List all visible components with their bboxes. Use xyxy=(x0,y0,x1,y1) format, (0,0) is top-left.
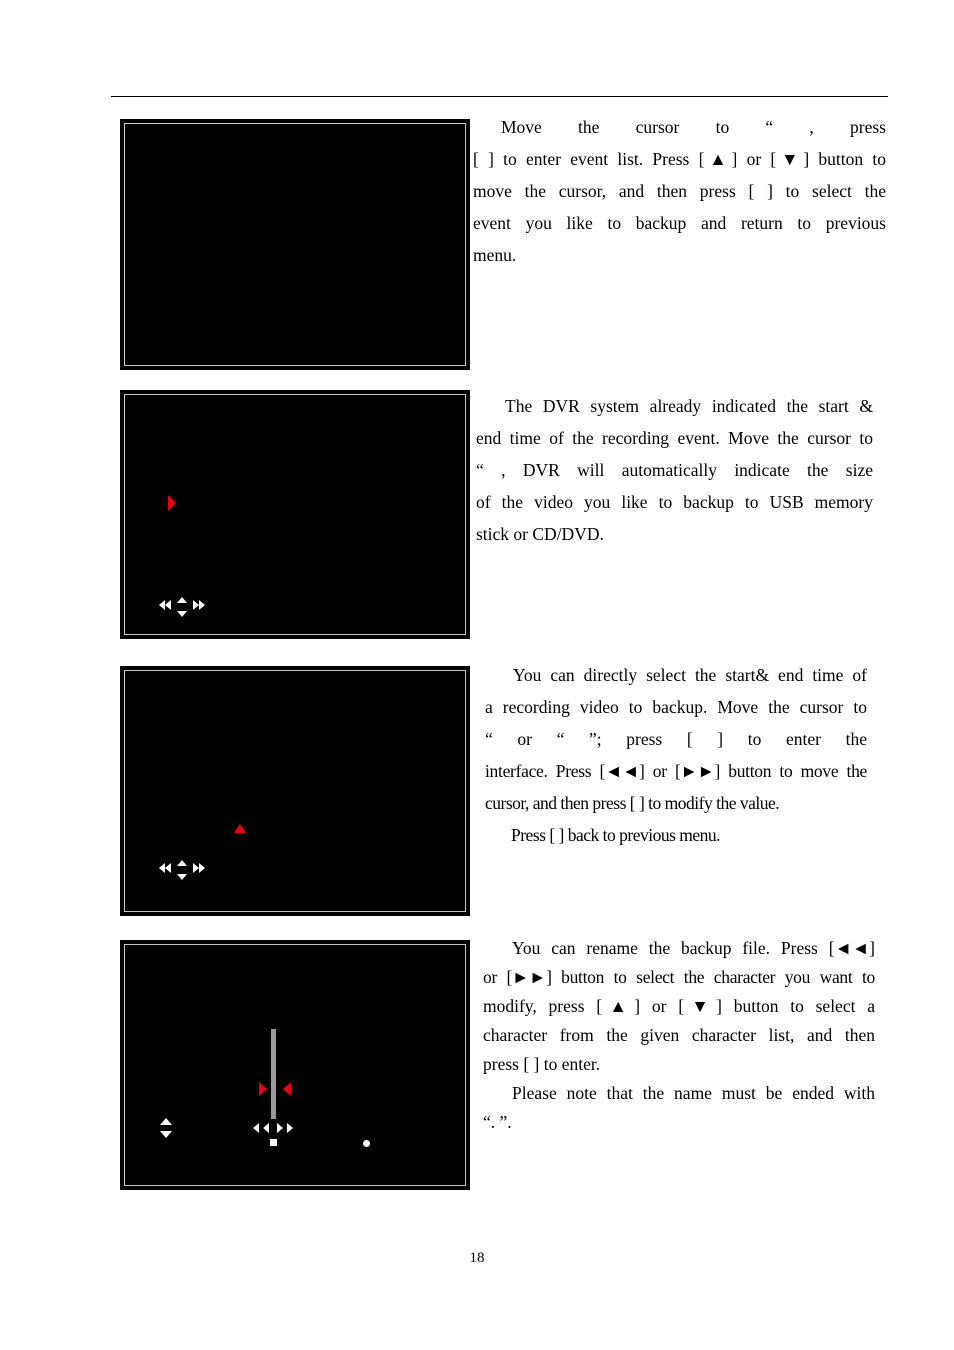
text-line: event you like to backup and return to previous xyxy=(473,213,886,233)
time-select-instructions xyxy=(485,659,867,851)
text-line: a recording video to backup. Move the cursor to xyxy=(485,697,867,717)
event-list-instructions xyxy=(473,111,886,271)
screen-frame xyxy=(124,944,466,1186)
text-line: The DVR system already indicated the start & xyxy=(505,396,873,416)
navigation-arrows-icon xyxy=(157,596,207,618)
event-list-screenshot xyxy=(121,120,469,369)
text-line: You can rename the backup file. Press [◄◄] xyxy=(512,938,875,958)
red-cursor-arrow-icon xyxy=(166,494,178,512)
text-line: press [ ] to enter. xyxy=(483,1054,601,1074)
text-line: move the cursor, and then press [ ] to select the xyxy=(473,181,886,201)
time-select-screenshot xyxy=(121,667,469,915)
record-dot-icon xyxy=(363,1140,370,1147)
character-slider-bar xyxy=(271,1029,276,1119)
text-line: Please note that the name must be ended with xyxy=(512,1083,875,1103)
text-line: “. ”. xyxy=(483,1112,512,1132)
rename-file-screenshot xyxy=(121,941,469,1189)
rename-file-instructions xyxy=(483,934,875,1137)
red-up-triangle-icon xyxy=(233,823,247,835)
text-line: You can directly select the start& end time of xyxy=(513,665,867,685)
text-line: end time of the recording event. Move the cursor to xyxy=(476,428,873,448)
red-selection-markers-icon xyxy=(257,1080,293,1098)
backup-size-instructions xyxy=(476,390,873,550)
up-down-arrows-icon xyxy=(159,1117,173,1139)
text-line: cursor, and then press [ ] to modify the value. xyxy=(485,793,780,813)
text-line: menu. xyxy=(473,245,517,265)
header-rule xyxy=(111,96,888,97)
text-line: “ or “ ”; press [ ] to enter the xyxy=(485,729,867,749)
text-line: Press [ ] back to previous menu. xyxy=(511,825,721,845)
text-line: of the video you like to backup to USB memory xyxy=(476,492,873,512)
text-line: character from the given character list, and then xyxy=(483,1025,875,1045)
stop-square-icon xyxy=(270,1139,277,1146)
page-number: 18 xyxy=(469,1250,485,1266)
backup-size-screenshot xyxy=(121,391,469,638)
text-line: stick or CD/DVD. xyxy=(476,524,604,544)
screen-frame xyxy=(124,123,466,366)
text-line: modify, press [▲] or [▼] button to select a xyxy=(483,996,875,1016)
text-line: “ , DVR will automatically indicate the size xyxy=(476,460,873,480)
text-line: [ ] to enter event list. Press [▲] or [▼] button to xyxy=(473,149,886,169)
text-line: or [►►] button to select the character you want to xyxy=(483,967,875,987)
text-line: Move the cursor to “ , press xyxy=(501,117,886,137)
navigation-arrows-icon xyxy=(157,859,207,881)
text-line: interface. Press [◄◄] or [►►] button to move the xyxy=(485,761,867,781)
left-right-arrows-icon xyxy=(251,1121,297,1135)
